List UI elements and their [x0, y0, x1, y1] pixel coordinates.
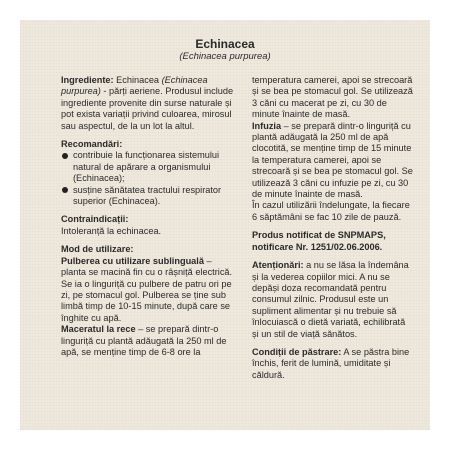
- ingredients-latin: (Echinacea purpurea): [61, 75, 208, 97]
- macerate-text: – se prepară dintr-o linguriță cu plantă adăugată la 250 ml de apă, se menține timp de 6-8 ore la: [61, 324, 227, 357]
- long-use-note: În cazul utilizării îndelungate, la fiecare 6 săptămâni se fac 10 zile de pauză.: [252, 200, 410, 222]
- notification-section: [252, 230, 414, 253]
- storage-heading: Condiții de păstrare:: [252, 346, 342, 357]
- product-latin-name: (Echinacea purpurea): [179, 51, 271, 62]
- powder-text: – planta se macină fin cu o râșniță electrică. Se ia o linguriță cu pulbere de patru ori pe zi, pe stomacul gol. Pulberea se ține sub limbă timp de 10-15 minute, după care se înghite cu apă.: [61, 255, 233, 323]
- ingredients-section: [61, 75, 235, 132]
- right-column: [252, 75, 414, 388]
- storage-section: [252, 347, 414, 381]
- usage-section: [61, 244, 235, 358]
- left-column: [61, 75, 235, 365]
- ingredients-heading: Ingrediente:: [61, 75, 114, 85]
- recommendations-section: [61, 139, 235, 207]
- product-title: Echinacea: [195, 37, 255, 51]
- product-label-card: [20, 20, 430, 430]
- powder-heading: Pulberea cu utilizare sublinguală: [61, 255, 204, 266]
- bullet-icon: [62, 187, 68, 193]
- recommendation-item: [61, 150, 235, 184]
- usage-heading: Mod de utilizare:: [61, 244, 134, 255]
- recommendations-heading: Recomandări:: [61, 139, 123, 150]
- notification-text: Produs notificat de SNPMAPS, notificare Nr. 1251/02.06.2006.: [252, 230, 386, 252]
- contraindications-section: [61, 214, 235, 237]
- infusion-text: – se prepară dintr-o linguriță cu plantă adăugată la 250 ml de apă clocotită, se menține timp de 15 minute la temperatura camerei, apoi se strecoară și se bea pe stomacul gol. Se utilizează 3 căni cu infuzie pe zi, cu 30 de minute înainte de masă.: [252, 120, 413, 200]
- recommendation-text: susține sănătatea tractului respirator superior (Echinacea).: [73, 184, 222, 207]
- recommendation-text: contribuie la funcționarea sistemului natural de apărare a organismului (Echinacea);: [73, 150, 220, 184]
- preparation-continued: [252, 75, 414, 223]
- ingredients-name: Echinacea: [113, 75, 162, 85]
- macerate-heading: Maceratul la rece: [61, 324, 136, 335]
- recommendation-item: [61, 185, 235, 208]
- warnings-text: a nu se lăsa la îndemâna și la vederea copiilor mici. A nu se depăși doza recomandată pentru consumul zilnic. Produsul este un supliment alimentar și nu trebuie să înlocuiască o dietă variată, echilibrată și un stil de viață sănătos.: [252, 260, 409, 339]
- warnings-section: [252, 260, 414, 340]
- infusion-heading: Infuzia: [252, 120, 282, 131]
- bullet-icon: [62, 153, 68, 159]
- contraindications-heading: Contraindicații:: [61, 214, 129, 225]
- warnings-heading: Atenționări:: [252, 260, 304, 271]
- contraindications-text: Intoleranță la echinacea.: [61, 225, 162, 236]
- ingredients-text: - părți aeriene. Produsul include ingrediente provenite din surse naturale și pot exista variații privind culoarea, mirosul sau aspectul, de la un lot la altul.: [61, 86, 234, 131]
- macerate-text-continued: temperatura camerei, apoi se strecoară și se bea pe stomacul gol. Se utilizează 3 căni cu macerat pe zi, cu 30 de minute înainte de masă.: [252, 75, 413, 120]
- storage-text: A se păstra bine închis, ferit de lumină, umiditate și căldură.: [252, 346, 410, 380]
